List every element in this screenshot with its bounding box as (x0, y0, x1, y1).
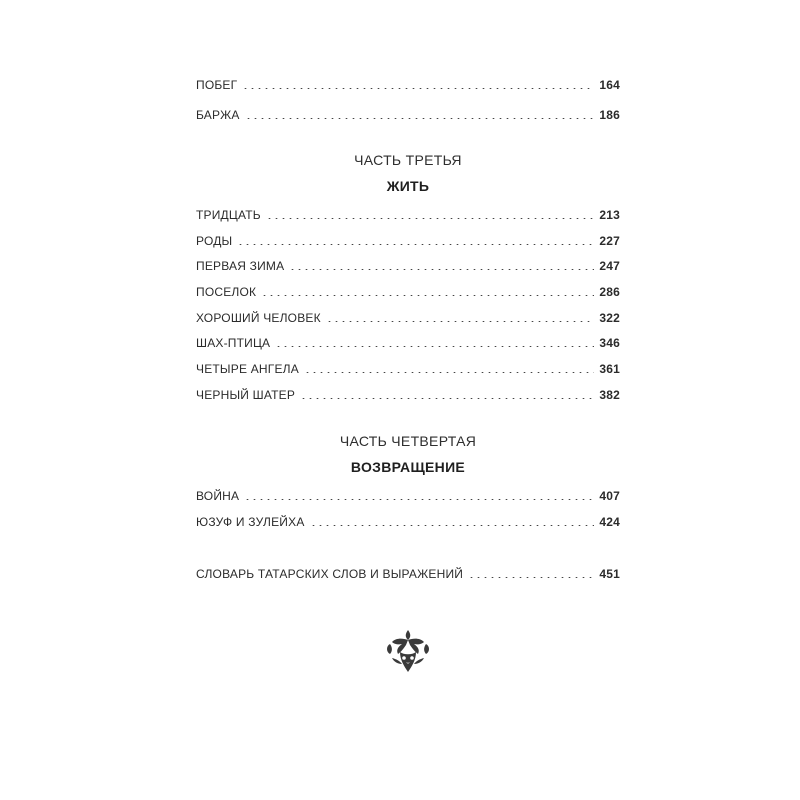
toc-entry-title: ТРИДЦАТЬ (196, 208, 261, 222)
toc-entry-title: РОДЫ (196, 234, 233, 248)
part-four-title: ВОЗВРАЩЕНИЕ (350, 459, 466, 475)
toc-entry-page: 227 (599, 234, 620, 248)
dot-leader (289, 269, 594, 270)
toc-entry-page: 346 (599, 336, 620, 350)
toc-entry[interactable] (196, 336, 620, 350)
toc-entry-page: 164 (599, 78, 620, 92)
toc-entry-page: 286 (599, 285, 620, 299)
toc-entry-title: ХОРОШИЙ ЧЕЛОВЕК (196, 311, 321, 325)
toc-entry-page: 186 (599, 108, 620, 122)
dot-leader (266, 218, 595, 219)
dot-leader (245, 118, 595, 119)
toc-entry-title: СЛОВАРЬ ТАТАРСКИХ СЛОВ И ВЫРАЖЕНИЙ (196, 567, 464, 581)
toc-entry[interactable] (196, 489, 620, 503)
dot-leader (468, 577, 594, 578)
toc-entry-title: ЮЗУФ И ЗУЛЕЙХА (196, 515, 305, 529)
dot-leader (237, 244, 594, 245)
dot-leader (242, 88, 594, 89)
toc-entry[interactable] (196, 234, 620, 248)
toc-entry-title: ПОСЕЛОК (196, 285, 257, 299)
dot-leader (275, 346, 594, 347)
dot-leader (300, 398, 594, 399)
part-three-title: ЖИТЬ (386, 178, 430, 194)
dot-leader (326, 321, 595, 322)
toc-entry-page: 407 (599, 489, 620, 503)
toc-entry[interactable] (196, 311, 620, 325)
toc-entry-title: ВОЙНА (196, 489, 240, 503)
floral-ornament-icon (384, 628, 432, 674)
part-three-heading: ЧАСТЬ ТРЕТЬЯ (354, 152, 462, 168)
part-four-heading: ЧАСТЬ ЧЕТВЕРТАЯ (339, 433, 477, 449)
toc-entry-title: ПЕРВАЯ ЗИМА (196, 259, 285, 273)
toc-entry[interactable] (196, 388, 620, 402)
toc-entry-page: 322 (599, 311, 620, 325)
toc-entry-glossary[interactable] (196, 567, 620, 581)
toc-entry-page: 213 (599, 208, 620, 222)
toc-entry[interactable] (196, 208, 620, 222)
toc-entry-title: ПОБЕГ (196, 78, 238, 92)
dot-leader (244, 499, 594, 500)
toc-entry[interactable] (196, 259, 620, 273)
toc-entry-title: БАРЖА (196, 108, 240, 122)
toc-entry-title: ЧЕТЫРЕ АНГЕЛА (196, 362, 299, 376)
toc-entry[interactable] (196, 515, 620, 529)
dot-leader (310, 525, 595, 526)
toc-entry-page: 451 (599, 567, 620, 581)
toc-entry-title: ШАХ-ПТИЦА (196, 336, 271, 350)
dot-leader (261, 295, 594, 296)
toc-entry-page: 382 (599, 388, 620, 402)
toc-entry[interactable] (196, 362, 620, 376)
toc-entry[interactable] (196, 108, 620, 122)
toc-entry-title: ЧЕРНЫЙ ШАТЕР (196, 388, 296, 402)
toc-entry[interactable] (196, 285, 620, 299)
toc-entry-page: 424 (599, 515, 620, 529)
toc-entry-page: 361 (599, 362, 620, 376)
dot-leader (304, 372, 594, 373)
toc-entry[interactable] (196, 78, 620, 92)
toc-entry-page: 247 (599, 259, 620, 273)
